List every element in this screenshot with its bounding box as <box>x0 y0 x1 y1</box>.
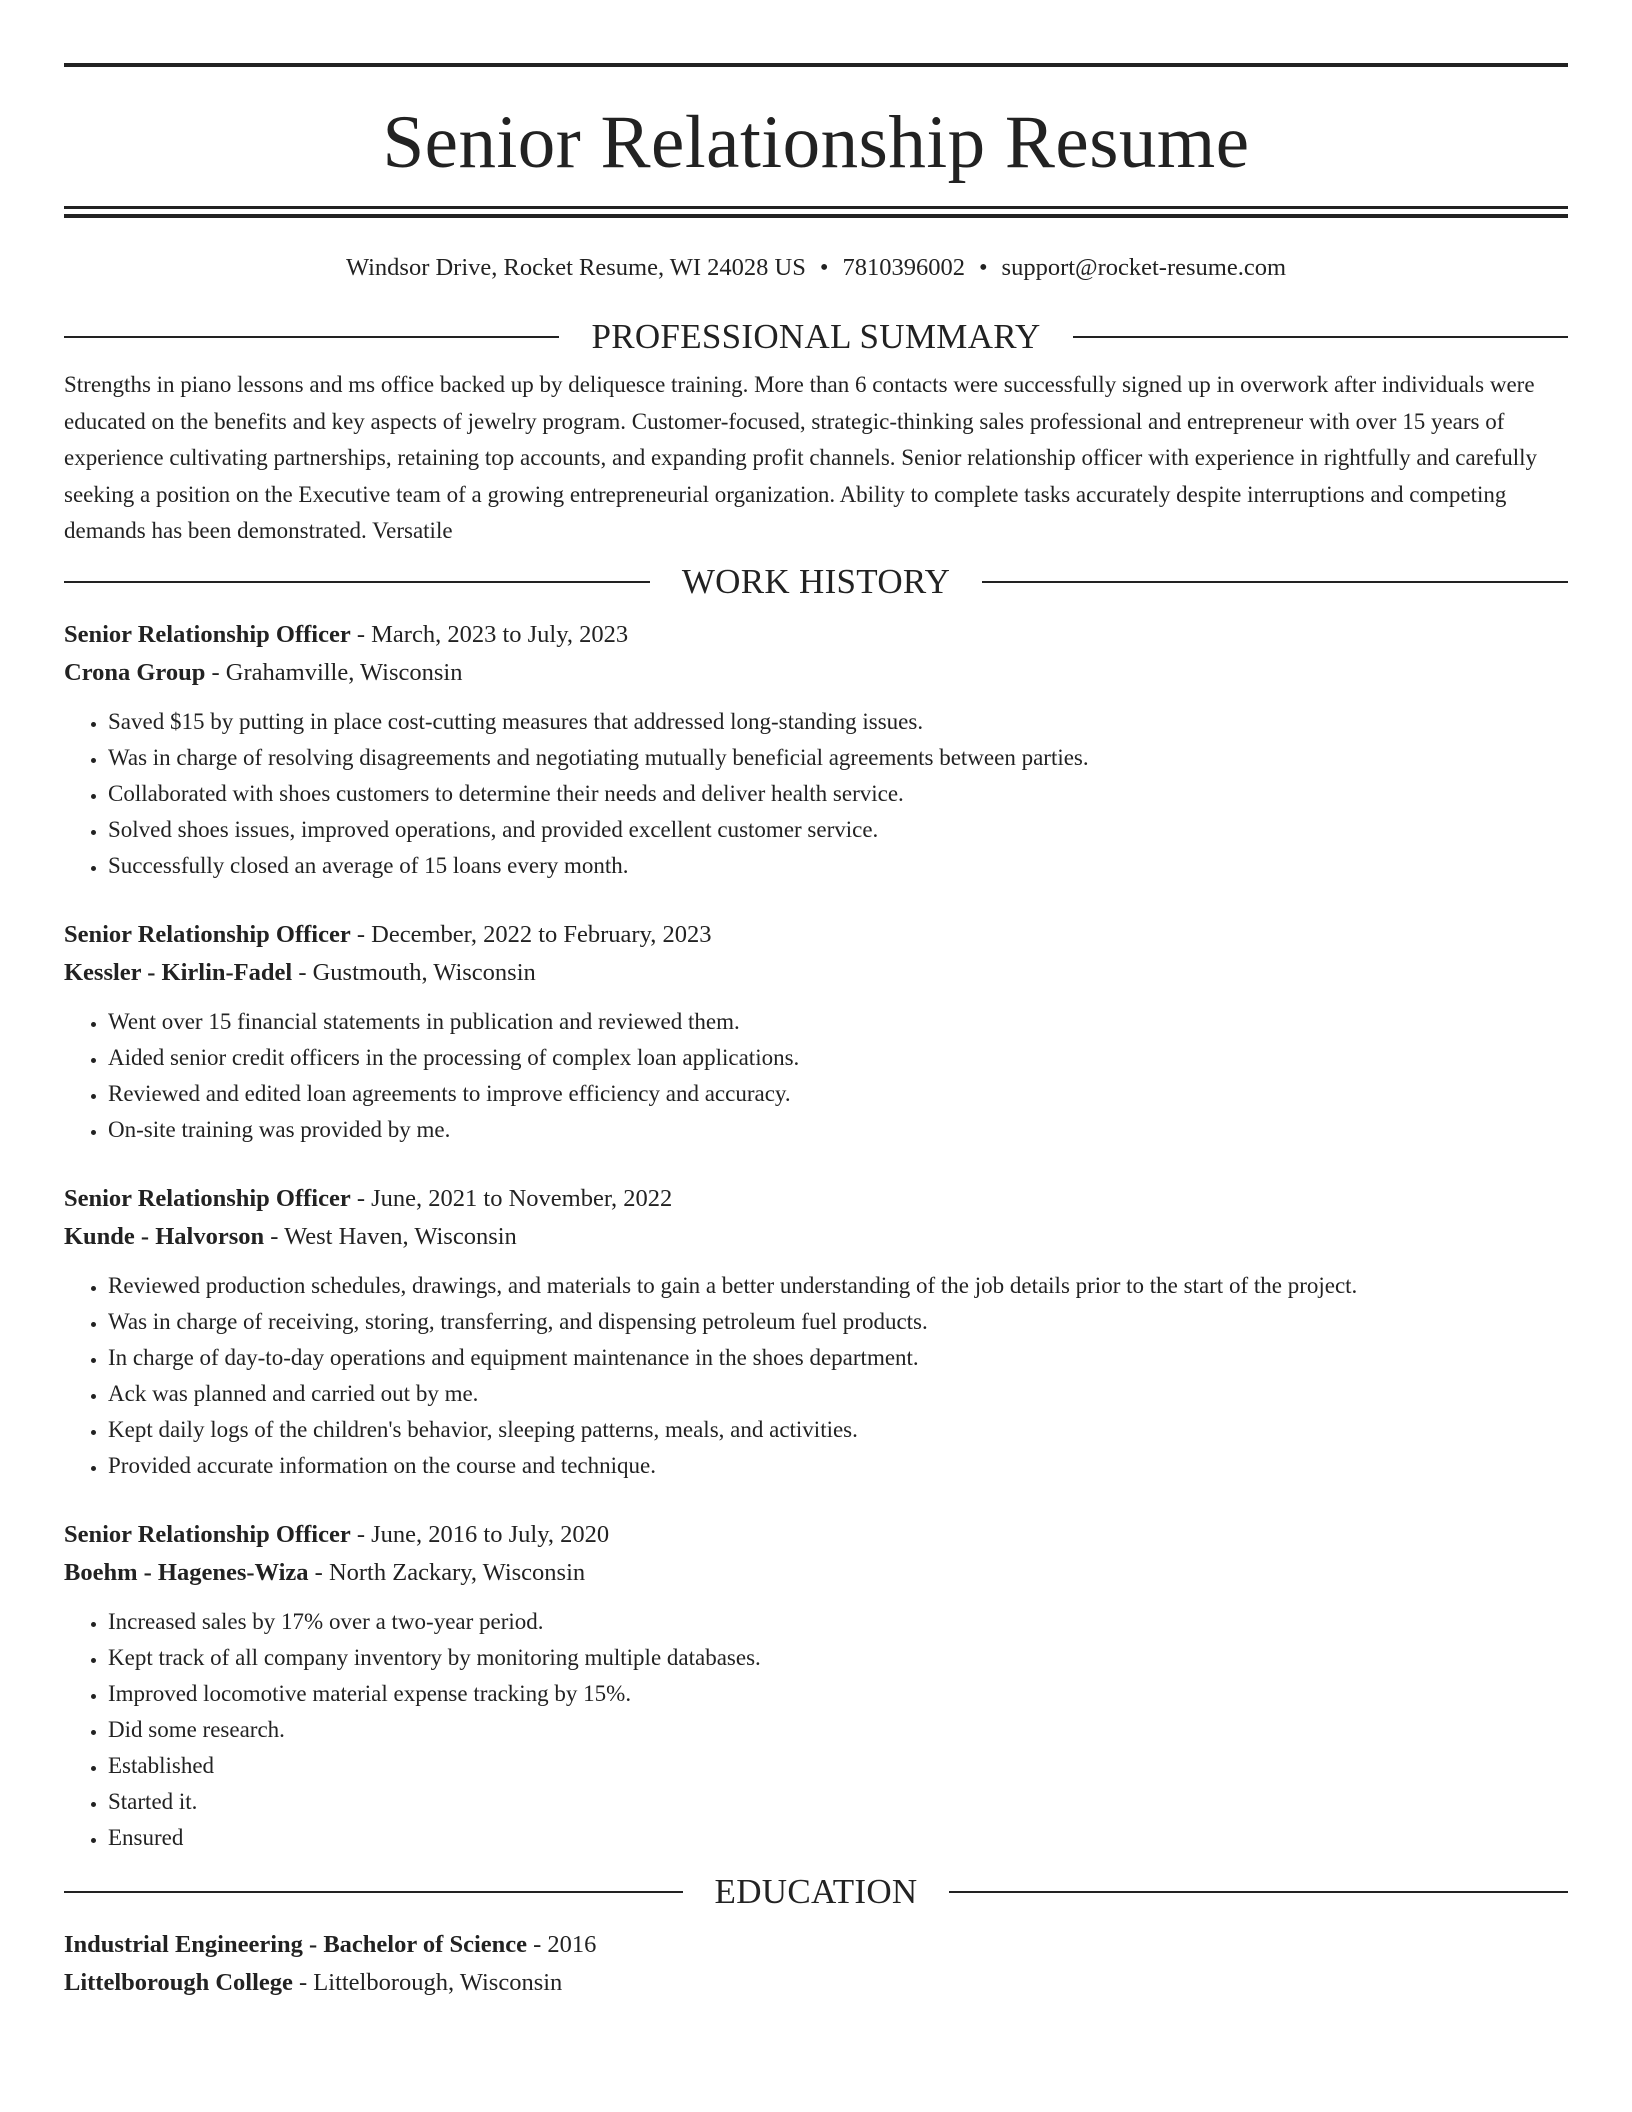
education-school-line <box>64 1964 1568 2002</box>
education-degree-line <box>64 1926 1568 1964</box>
job-title-line <box>64 616 1568 654</box>
section-title-summary: PROFESSIONAL SUMMARY <box>591 317 1041 356</box>
education-year: - 2016 <box>527 1930 597 1958</box>
job-bullet: • Ensured <box>108 1820 1568 1856</box>
job-title: Senior Relationship Officer <box>64 1184 351 1212</box>
contact-separator: • <box>819 254 829 281</box>
job-location: - Gustmouth, Wisconsin <box>292 958 536 986</box>
job-entry <box>64 1516 1568 1856</box>
job-bullet: • Kept daily logs of the children's behavior, sleeping patterns, meals, and activities. <box>108 1412 1568 1448</box>
job-company: Crona Group <box>64 658 206 686</box>
job-dates: - March, 2023 to July, 2023 <box>350 620 629 648</box>
job-location: - West Haven, Wisconsin <box>264 1222 517 1250</box>
job-bullet: • Went over 15 financial statements in publication and reviewed them. <box>108 1004 1568 1040</box>
section-title-work-history: WORK HISTORY <box>681 561 951 601</box>
job-entry <box>64 916 1568 1148</box>
job-bullet: • Reviewed and edited loan agreements to improve efficiency and accuracy. <box>108 1076 1568 1112</box>
job-company: Kessler - Kirlin-Fadel <box>64 958 293 986</box>
job-bullet: • Did some research. <box>108 1712 1568 1748</box>
job-bullet-list <box>64 704 1568 884</box>
section-heading-work-history <box>64 560 1568 604</box>
job-bullet: • Was in charge of receiving, storing, transferring, and dispensing petroleum fuel products. <box>108 1304 1568 1340</box>
job-bullet: • Was in charge of resolving disagreements and negotiating mutually beneficial agreements between parties. <box>108 740 1568 776</box>
heading-rule-left <box>64 581 650 583</box>
education-location: - Littelborough, Wisconsin <box>292 1968 563 1996</box>
heading-rule-left <box>64 1891 683 1893</box>
job-company-line <box>64 1218 1568 1256</box>
job-dates: - June, 2016 to July, 2020 <box>350 1520 610 1548</box>
job-bullet-list <box>64 1268 1568 1484</box>
job-bullet: • Saved $15 by putting in place cost-cutting measures that addressed long-standing issues. <box>108 704 1568 740</box>
section-heading-summary <box>64 315 1568 359</box>
job-bullet: • Kept track of all company inventory by monitoring multiple databases. <box>108 1640 1568 1676</box>
job-bullet: • Ack was planned and carried out by me. <box>108 1376 1568 1412</box>
job-entry <box>64 1180 1568 1484</box>
job-title-line <box>64 1180 1568 1218</box>
job-bullet: • Successfully closed an average of 15 loans every month. <box>108 848 1568 884</box>
job-location: - Grahamville, Wisconsin <box>205 658 463 686</box>
job-bullet: • On-site training was provided by me. <box>108 1112 1568 1148</box>
job-company-line <box>64 1554 1568 1592</box>
job-title-line <box>64 916 1568 954</box>
job-title: Senior Relationship Officer <box>64 920 351 948</box>
job-bullet-list <box>64 1604 1568 1856</box>
job-bullet: • Aided senior credit officers in the processing of complex loan applications. <box>108 1040 1568 1076</box>
section-heading-education <box>64 1870 1568 1914</box>
job-entry <box>64 616 1568 884</box>
job-bullet-list <box>64 1004 1568 1148</box>
job-company: Boehm - Hagenes-Wiza <box>64 1558 309 1586</box>
job-bullet: • In charge of day-to-day operations and equipment maintenance in the shoes department. <box>108 1340 1568 1376</box>
job-title: Senior Relationship Officer <box>64 1520 351 1548</box>
top-rule <box>64 63 1568 67</box>
contact-phone[interactable]: 7810396002 <box>842 254 965 281</box>
heading-rule-right <box>1073 336 1568 338</box>
education-school: Littelborough College <box>64 1968 293 1996</box>
resume-title: Senior Relationship Resume <box>382 101 1250 184</box>
job-bullet: • Collaborated with shoes customers to determine their needs and deliver health service. <box>108 776 1568 812</box>
contact-line <box>64 252 1568 284</box>
summary-text: Strengths in piano lessons and ms office backed up by deliquesce training. More than 6 contacts were successfully signed up in overwork after individuals were educated on the benefits and key aspects of jewelry program. Customer-focused, strategic-thinking sales professional and entrepreneur with over 15 years of experience cultivating partnerships, retaining top accounts, and expanding profit channels. Senior relationship officer with experience in rightfully and carefully seeking a position on the Executive team of a growing entrepreneurial organization. Ability to complete tasks accurately despite interruptions and competing demands has been demonstrated. Versatile <box>64 372 1537 543</box>
job-bullet: • Improved locomotive material expense tracking by 15%. <box>108 1676 1568 1712</box>
education-degree: Industrial Engineering - Bachelor of Science <box>64 1930 527 1958</box>
section-title-education: EDUCATION <box>714 1871 918 1911</box>
job-bullet: • Established <box>108 1748 1568 1784</box>
job-bullet: • Solved shoes issues, improved operations, and provided excellent customer service. <box>108 812 1568 848</box>
job-bullet: • Started it. <box>108 1784 1568 1820</box>
job-bullet: • Reviewed production schedules, drawings, and materials to gain a better understanding of the job details prior to the start of the project. <box>108 1268 1568 1304</box>
title-double-rule <box>64 206 1568 218</box>
contact-email[interactable]: support@rocket-resume.com <box>1001 254 1287 281</box>
job-bullet: • Provided accurate information on the course and technique. <box>108 1448 1568 1484</box>
job-company-line <box>64 954 1568 992</box>
resume-page <box>64 0 1568 2002</box>
job-dates: - December, 2022 to February, 2023 <box>350 920 712 948</box>
heading-rule-right <box>949 1891 1568 1893</box>
job-bullet: • Increased sales by 17% over a two-year period. <box>108 1604 1568 1640</box>
job-company-line <box>64 654 1568 692</box>
heading-rule-right <box>982 581 1568 583</box>
heading-rule-left <box>64 336 559 338</box>
contact-address: Windsor Drive, Rocket Resume, WI 24028 US <box>345 254 806 281</box>
job-location: - North Zackary, Wisconsin <box>308 1558 586 1586</box>
job-title: Senior Relationship Officer <box>64 620 351 648</box>
job-dates: - June, 2021 to November, 2022 <box>350 1184 673 1212</box>
job-title-line <box>64 1516 1568 1554</box>
education-entry <box>64 1926 1568 2002</box>
contact-separator: • <box>978 254 988 281</box>
job-company: Kunde - Halvorson <box>64 1222 265 1250</box>
